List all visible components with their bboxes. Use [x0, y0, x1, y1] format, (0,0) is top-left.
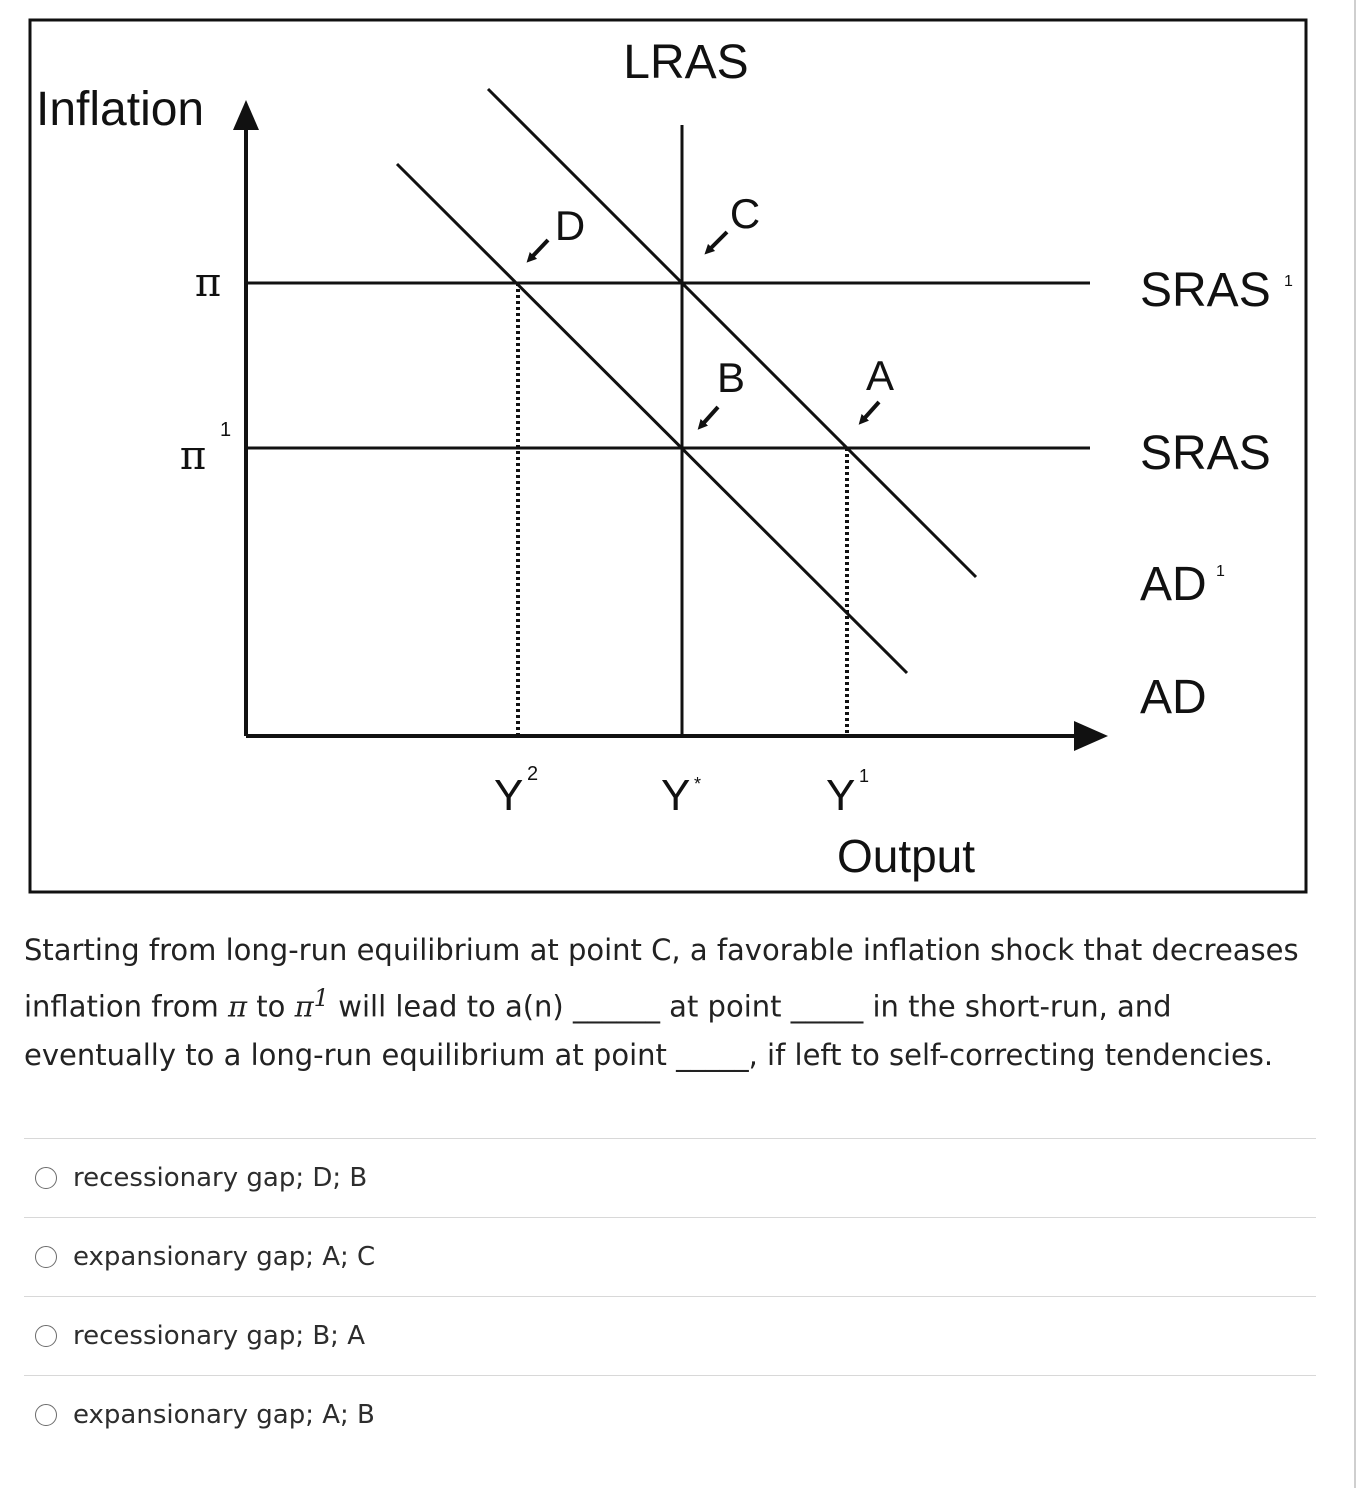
sras-label: SRAS	[1140, 427, 1271, 480]
question-part: will lead to a(n)	[329, 989, 573, 1024]
pi1-tick-label: π	[179, 433, 207, 479]
answer-option-4[interactable]	[24, 1375, 1316, 1454]
diagram-frame	[30, 20, 1306, 892]
pi-tick-label: π	[194, 260, 222, 306]
ad-label: AD	[1140, 671, 1207, 724]
sras1-label: SRAS	[1140, 264, 1271, 317]
y1-tick-label: Y	[826, 771, 856, 820]
point-c-label: C	[729, 190, 761, 237]
radio-button[interactable]	[35, 1167, 57, 1189]
radio-button[interactable]	[35, 1246, 57, 1268]
question-pi1-superscript: 1	[313, 984, 330, 1012]
lras-label: LRAS	[623, 36, 749, 89]
answer-label: recessionary gap; D; B	[73, 1163, 368, 1193]
question-text	[24, 926, 1314, 1079]
radio-button[interactable]	[35, 1325, 57, 1347]
answer-option-2[interactable]	[24, 1217, 1316, 1296]
question-part: in the short-run, and eventually to a long-run equilibrium at point	[24, 989, 1172, 1072]
answer-option-1[interactable]	[24, 1138, 1316, 1217]
y2-tick-superscript: 2	[527, 763, 539, 785]
y1-tick-superscript: 1	[859, 766, 870, 786]
y-axis-label: Inflation	[36, 83, 205, 136]
answer-label: expansionary gap; A; B	[73, 1400, 375, 1430]
point-d-label: D	[554, 202, 586, 249]
question-blank: _____	[676, 1037, 749, 1072]
answer-label: recessionary gap; B; A	[73, 1321, 365, 1351]
radio-button[interactable]	[35, 1404, 57, 1426]
y2-tick-label: Y	[494, 771, 524, 820]
question-blank: ______	[572, 989, 660, 1024]
answer-option-3[interactable]	[24, 1296, 1316, 1375]
point-b-label: B	[716, 354, 746, 401]
pi1-tick-superscript: 1	[220, 419, 232, 441]
answer-label: expansionary gap; A; C	[73, 1242, 376, 1272]
ad1-label-superscript: 1	[1216, 563, 1225, 580]
question-part: at point	[659, 989, 791, 1024]
question-part: Starting from long-run equilibrium at point C, a favorable inflation shock that decreases inflation from	[24, 933, 1299, 1024]
question-part: to	[247, 989, 295, 1024]
ad1-label: AD	[1140, 558, 1207, 611]
question-part: , if left to self-correcting tendencies.	[748, 1037, 1274, 1072]
ystar-tick-label: Y	[661, 771, 691, 820]
sras1-label-superscript: 1	[1284, 273, 1293, 290]
question-blank: _____	[790, 989, 864, 1024]
ystar-tick-superscript: *	[694, 774, 702, 794]
point-a-label: A	[865, 352, 895, 399]
question-pi1-symbol: π	[294, 989, 314, 1024]
question-pi-symbol: π	[227, 989, 248, 1024]
answer-options	[24, 1138, 1316, 1454]
x-axis-label: Output	[836, 830, 976, 882]
